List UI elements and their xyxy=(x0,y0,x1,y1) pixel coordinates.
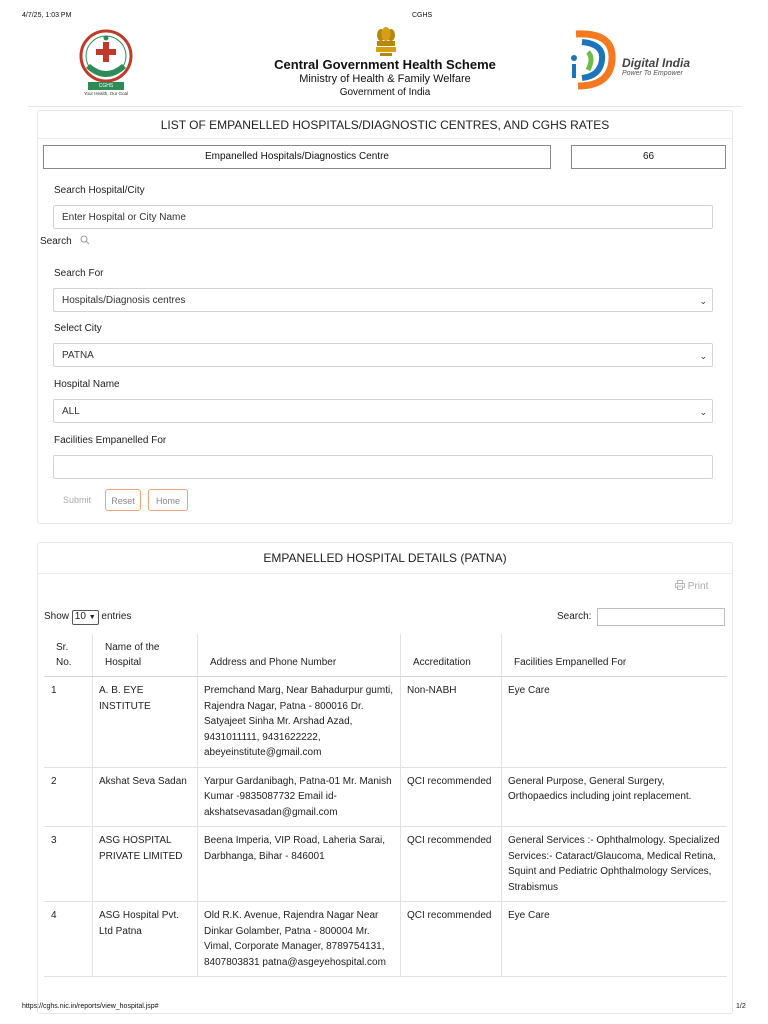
cell-hospital-name: ASG Hospital Pvt. Ltd Patna xyxy=(93,902,198,977)
header-divider xyxy=(28,106,741,107)
cell-facilities: General Purpose, General Surgery, Orthopaedics including joint replacement. xyxy=(502,767,728,827)
empanelled-count-value: 66 xyxy=(571,145,726,169)
chevron-down-icon: ⌄ xyxy=(699,407,707,417)
show-label: Show xyxy=(44,611,70,622)
cell-facilities: General Services :- Ophthalmology. Specialized Services:- Cataract/Glaucoma, Medical Retina, Squint and Pediatric Ophthalmology Services, Strabismus xyxy=(502,827,728,902)
search-for-label: Search For xyxy=(54,268,104,279)
cell-sr-no: 4 xyxy=(44,902,93,977)
cghs-logo-text: CGHS xyxy=(88,82,124,90)
submit-button[interactable]: Submit xyxy=(62,495,91,505)
header-title: Central Government Health Scheme xyxy=(274,57,496,72)
empanelled-count-label: Empanelled Hospitals/Diagnostics Centre xyxy=(43,145,551,169)
details-card-divider xyxy=(38,573,732,574)
table-row xyxy=(44,902,727,977)
cell-facilities: Eye Care xyxy=(502,902,728,977)
cghs-logo-tagline: Your Health, Our Goal xyxy=(83,91,129,96)
cghs-logo xyxy=(78,28,134,102)
printer-icon xyxy=(675,580,685,590)
digital-india-tagline: Power To Empower xyxy=(622,70,683,77)
print-button[interactable] xyxy=(675,580,708,592)
cell-hospital-name: ASG HOSPITAL PRIVATE LIMITED xyxy=(93,827,198,902)
entries-select-value: 10 xyxy=(74,611,86,622)
hospital-table xyxy=(44,634,727,977)
digital-india-title: Digital India xyxy=(622,56,691,70)
column-header-address[interactable]: Address and Phone Number xyxy=(198,634,401,677)
list-card-divider xyxy=(38,138,732,139)
print-footer-url: https://cghs.nic.in/reports/view_hospital.jsp# xyxy=(22,1003,159,1010)
entries-label: entries xyxy=(101,611,132,622)
table-search-input[interactable] xyxy=(597,608,725,626)
table-header-row xyxy=(44,634,727,677)
cell-sr-no: 1 xyxy=(44,677,93,768)
hospital-name-value: ALL xyxy=(62,406,80,417)
select-city-value: PATNA xyxy=(62,350,94,361)
cell-address: Yarpur Gardanibagh, Patna-01 Mr. Manish Kumar -9835087732 Email id-akshatsevasadan@gmail.com xyxy=(198,767,401,827)
search-button-label: Search xyxy=(40,236,72,247)
chevron-down-icon: ⌄ xyxy=(699,296,707,306)
cell-address: Premchand Marg, Near Bahadurpur gumti, Rajendra Nagar, Patna - 800016 Dr. Satyajeet Sinha Mr. Arshad Azad, 9431011111, 9431622222, abeyeinstitute@gmail.com xyxy=(198,677,401,768)
cell-sr-no: 3 xyxy=(44,827,93,902)
details-card-title: EMPANELLED HOSPITAL DETAILS (PATNA) xyxy=(263,551,507,565)
cell-accreditation: QCI recommended xyxy=(401,767,502,827)
cell-accreditation: QCI recommended xyxy=(401,902,502,977)
facilities-label: Facilities Empanelled For xyxy=(54,435,167,446)
search-for-value: Hospitals/Diagnosis centres xyxy=(62,295,186,306)
search-button[interactable] xyxy=(40,235,90,247)
hospital-name-label: Hospital Name xyxy=(54,379,120,390)
search-hospital-city-label: Search Hospital/City xyxy=(54,185,145,196)
cell-address: Old R.K. Avenue, Rajendra Nagar Near Dinkar Golamber, Patna - 800004 Mr. Vimal, Corporate Manager, 8789754131, 8407803831 patna@asgeyehospital.com xyxy=(198,902,401,977)
search-icon xyxy=(80,235,90,245)
cell-address: Beena Imperia, VIP Road, Laheria Sarai, Darbhanga, Bihar - 846001 xyxy=(198,827,401,902)
table-row xyxy=(44,677,727,768)
reset-button[interactable]: Reset xyxy=(105,489,141,511)
hospital-name-select[interactable] xyxy=(53,399,713,423)
search-hospital-city-input[interactable]: Enter Hospital or City Name xyxy=(53,205,713,229)
chevron-down-icon: ▼ xyxy=(88,614,96,621)
header-government: Government of India xyxy=(339,87,431,98)
print-page-title: CGHS xyxy=(412,12,433,19)
cell-sr-no: 2 xyxy=(44,767,93,827)
print-datetime: 4/7/25, 1:03 PM xyxy=(22,12,72,19)
table-row xyxy=(44,767,727,827)
cell-hospital-name: Akshat Seva Sadan xyxy=(93,767,198,827)
header-ministry: Ministry of Health & Family Welfare xyxy=(299,73,471,85)
list-card-title: LIST OF EMPANELLED HOSPITALS/DIAGNOSTIC CENTRES, AND CGHS RATES xyxy=(160,118,610,132)
cell-accreditation: Non-NABH xyxy=(401,677,502,768)
column-header-facilities[interactable]: Facilities Empanelled For xyxy=(502,634,728,677)
cell-hospital-name: A. B. EYE INSTITUTE xyxy=(93,677,198,768)
select-city-label: Select City xyxy=(54,323,102,334)
search-for-select[interactable] xyxy=(53,288,713,312)
entries-length-control xyxy=(44,610,131,625)
digital-india-logo xyxy=(562,28,702,90)
column-header-sr-no[interactable]: Sr. No. xyxy=(44,634,93,677)
table-row xyxy=(44,827,727,902)
national-emblem-icon xyxy=(374,26,398,58)
print-label: Print xyxy=(687,581,709,592)
cell-facilities: Eye Care xyxy=(502,677,728,768)
select-city-select[interactable] xyxy=(53,343,713,367)
table-search-label: Search: xyxy=(557,611,592,622)
cell-accreditation: QCI recommended xyxy=(401,827,502,902)
entries-select[interactable] xyxy=(72,610,99,625)
column-header-hospital-name[interactable]: Name of the Hospital xyxy=(93,634,198,677)
facilities-input[interactable] xyxy=(53,455,713,479)
home-button[interactable]: Home xyxy=(148,489,188,511)
print-footer-page-number: 1/2 xyxy=(736,1003,746,1010)
column-header-accreditation[interactable]: Accreditation xyxy=(401,634,502,677)
chevron-down-icon: ⌄ xyxy=(699,351,707,361)
